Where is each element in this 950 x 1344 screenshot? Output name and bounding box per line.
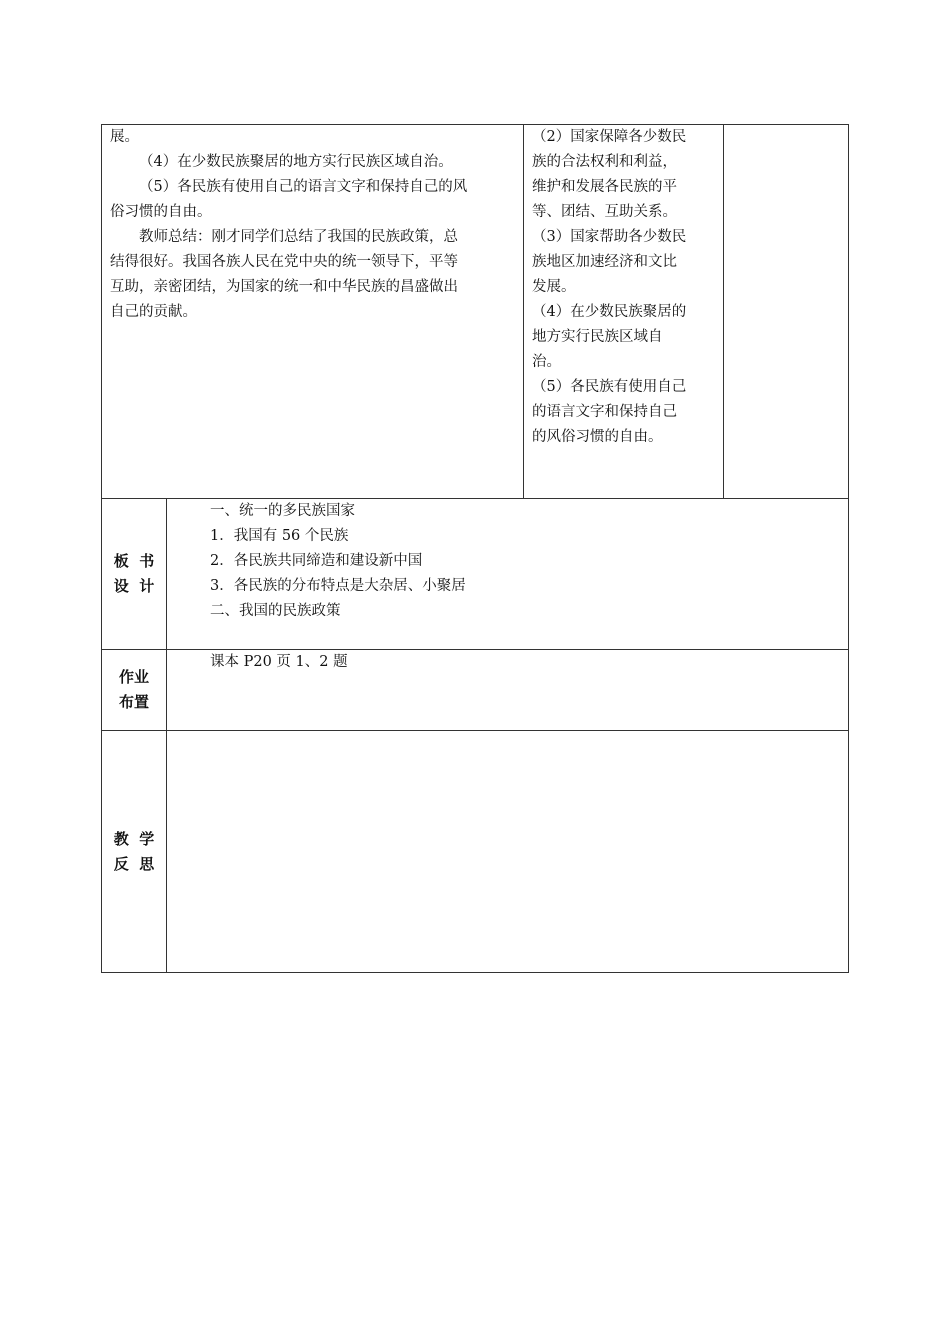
reflection-label-line2: 反 思 <box>113 855 155 873</box>
table-divider-reflection <box>101 730 849 731</box>
reflection-label-line1: 教 学 <box>113 830 155 848</box>
board-item: 2．各民族共同缔造和建设新中国 <box>210 553 423 569</box>
teaching-paragraph-line: 互助，亲密团结，为国家的统一和中华民族的昌盛做出 <box>110 279 458 295</box>
board-item: 3．各民族的分布特点是大杂居、小聚居 <box>210 578 466 594</box>
activity-line: 的风俗习惯的自由。 <box>532 429 663 445</box>
reflection-label <box>102 827 166 877</box>
activity-line: 地方实行民族区域自 <box>532 329 663 345</box>
teaching-paragraph-line: 俗习惯的自由。 <box>110 204 212 220</box>
board-design-label-line2: 设 计 <box>113 577 155 595</box>
homework-label <box>102 665 166 715</box>
table-border-right <box>848 124 849 973</box>
board-item: 1．我国有 56 个民族 <box>210 528 349 544</box>
teaching-paragraph-line: （4）在少数民族聚居的地方实行民族区域自治。 <box>139 154 453 170</box>
teaching-paragraph-line: 自己的贡献。 <box>110 304 197 320</box>
activity-line: 发展。 <box>532 279 576 295</box>
activity-line: 等、团结、互助关系。 <box>532 204 677 220</box>
homework-content: 课本 P20 页 1、2 题 <box>210 654 348 670</box>
teaching-paragraph-line: 展。 <box>110 129 139 145</box>
homework-label-line2: 布置 <box>118 693 149 711</box>
board-item: 一、统一的多民族国家 <box>210 503 355 519</box>
activity-line: （2）国家保障各少数民 <box>532 129 687 145</box>
board-design-label <box>102 549 166 599</box>
table-border-bottom <box>101 972 849 973</box>
activity-line: （3）国家帮助各少数民 <box>532 229 687 245</box>
teaching-paragraph-line: 结得很好。我国各族人民在党中央的统一领导下，平等 <box>110 254 458 270</box>
activity-line: 族的合法权利和利益， <box>532 154 677 170</box>
teaching-paragraph-line: 教师总结：刚才同学们总结了我国的民族政策，总 <box>139 229 458 245</box>
board-item: 二、我国的民族政策 <box>210 603 341 619</box>
board-design-label-line1: 板 书 <box>113 552 155 570</box>
activity-line: 治。 <box>532 354 561 370</box>
label-column-divider <box>166 498 167 973</box>
activity-line: （5）各民族有使用自己 <box>532 379 687 395</box>
activity-line: 的语言文字和保持自己 <box>532 404 677 420</box>
top-column-divider-1 <box>523 124 524 499</box>
activity-line: （4）在少数民族聚居的 <box>532 304 687 320</box>
teaching-paragraph-line: （5）各民族有使用自己的语言文字和保持自己的风 <box>139 179 468 195</box>
activity-line: 族地区加速经济和文比 <box>532 254 677 270</box>
notes-cell-empty <box>724 125 848 498</box>
homework-label-line1: 作业 <box>118 668 149 686</box>
activity-line: 维护和发展各民族的平 <box>532 179 677 195</box>
